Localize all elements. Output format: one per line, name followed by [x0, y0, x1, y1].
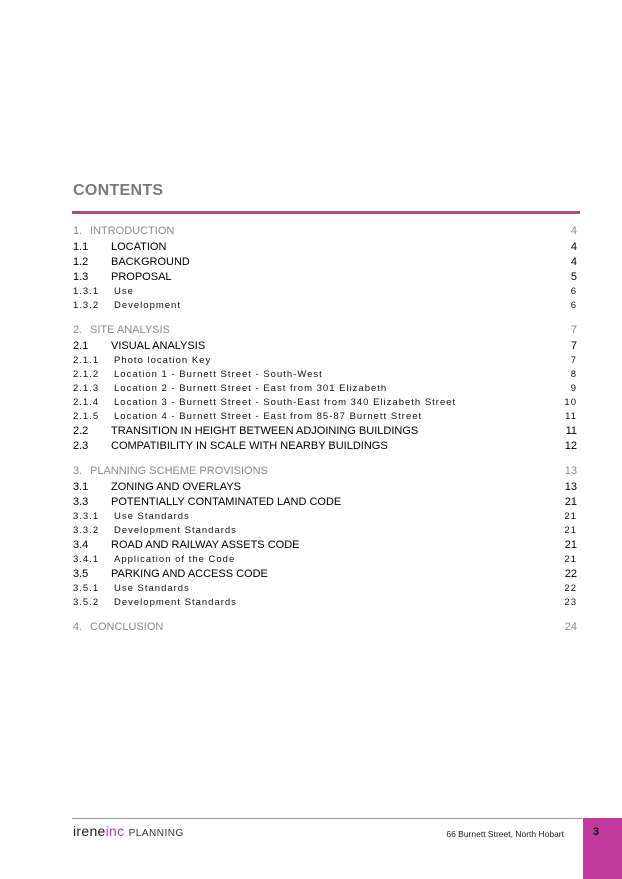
- toc-entry: [73, 440, 577, 455]
- toc-entry-num: 2.1.5: [73, 411, 100, 422]
- toc-entry-label: POTENTIALLY CONTAMINATED LAND CODE: [111, 496, 342, 508]
- toc-entry-page: 21: [564, 554, 577, 565]
- toc-entry-page: 7: [570, 355, 577, 366]
- toc-entry-page: 4: [570, 256, 577, 268]
- toc-entry: [73, 256, 577, 271]
- toc-entry-page: 13: [564, 465, 577, 477]
- toc-entry-num: 1.3.1: [73, 286, 100, 297]
- toc-entry-label: Location 4 - Burnett Street - East from 85-87 Burnett Street: [114, 411, 423, 422]
- toc-entry: [73, 300, 577, 314]
- toc-entry-label: Use: [114, 286, 134, 297]
- title-rule: [72, 211, 580, 214]
- toc-entry-page: 21: [564, 525, 577, 536]
- toc-entry-page: 7: [570, 340, 577, 352]
- toc-entry-label: INTRODUCTION: [90, 225, 175, 237]
- toc-entry-page: 12: [564, 440, 577, 452]
- brand-inc: inc: [105, 823, 125, 839]
- toc-entry-page: 4: [570, 241, 577, 253]
- toc-entry-num: 1.3: [73, 271, 89, 283]
- toc-entry-page: 21: [564, 511, 577, 522]
- toc-entry-page: 6: [570, 286, 577, 297]
- toc-entry-num: 4.: [73, 621, 83, 633]
- toc-entry-num: 3.5.2: [73, 597, 100, 608]
- toc-entry-page: 7: [570, 324, 577, 336]
- toc-entry-page: 11: [565, 425, 577, 437]
- toc-entry-page: 21: [564, 539, 577, 551]
- toc-entry: [73, 568, 577, 583]
- toc-entry-label: ZONING AND OVERLAYS: [111, 481, 241, 493]
- toc-entry: [73, 525, 577, 539]
- toc-entry-label: ROAD AND RAILWAY ASSETS CODE: [111, 539, 300, 551]
- toc-entry-page: 13: [564, 481, 577, 493]
- toc-entry: [73, 597, 577, 611]
- toc-entry-num: 3.5: [73, 568, 89, 580]
- toc-entry-label: CONCLUSION: [90, 621, 164, 633]
- toc-entry-label: COMPATIBILITY IN SCALE WITH NEARBY BUILDINGS: [111, 440, 388, 452]
- toc-entry-page: 21: [564, 496, 577, 508]
- brand-logo: [73, 823, 184, 839]
- toc-entry-num: 3.3.2: [73, 525, 100, 536]
- toc-entry-label: PROPOSAL: [111, 271, 172, 283]
- toc-entry-page: 23: [564, 597, 577, 608]
- toc-entry-num: 3.1: [73, 481, 89, 493]
- toc-entry: [73, 465, 577, 481]
- toc-entry: [73, 481, 577, 496]
- toc-entry-page: 5: [570, 271, 577, 283]
- toc-entry-num: 2.3: [73, 440, 89, 452]
- toc-entry-page: 11: [565, 411, 577, 422]
- page-number: 3: [592, 826, 600, 838]
- toc-entry-label: Use Standards: [114, 511, 190, 522]
- table-of-contents: [73, 225, 577, 637]
- toc-entry-page: 9: [570, 383, 577, 394]
- toc-entry-label: TRANSITION IN HEIGHT BETWEEN ADJOINING BUILDINGS: [111, 425, 419, 437]
- toc-entry-num: 2.1.4: [73, 397, 100, 408]
- toc-entry-page: 22: [564, 583, 577, 594]
- toc-entry-label: Development Standards: [114, 597, 237, 608]
- toc-entry-page: 6: [570, 300, 577, 311]
- toc-entry-num: 2.1.1: [73, 355, 100, 366]
- toc-entry: [73, 369, 577, 383]
- toc-entry: [73, 286, 577, 300]
- toc-entry-label: Application of the Code: [114, 554, 236, 565]
- toc-entry-num: 1.: [73, 225, 83, 237]
- toc-entry-label: Development: [114, 300, 181, 311]
- toc-entry-num: 2.: [73, 324, 83, 336]
- toc-entry-label: Location 1 - Burnett Street - South-West: [114, 369, 323, 380]
- toc-entry-label: Photo location Key: [114, 355, 212, 366]
- toc-entry-label: Use Standards: [114, 583, 190, 594]
- toc-entry-label: PLANNING SCHEME PROVISIONS: [90, 465, 268, 477]
- toc-entry-num: 1.3.2: [73, 300, 100, 311]
- toc-entry-num: 2.1.3: [73, 383, 100, 394]
- toc-entry: [73, 621, 577, 637]
- toc-entry-label: Location 3 - Burnett Street - South-East from 340 Elizabeth Street: [114, 397, 457, 408]
- toc-entry-num: 3.3: [73, 496, 89, 508]
- toc-entry-num: 3.: [73, 465, 83, 477]
- toc-entry: [73, 225, 577, 241]
- toc-entry: [73, 271, 577, 286]
- toc-entry: [73, 324, 577, 340]
- toc-entry: [73, 511, 577, 525]
- toc-entry: [73, 340, 577, 355]
- toc-entry: [73, 539, 577, 554]
- toc-entry-page: 4: [570, 225, 577, 237]
- toc-entry: [73, 496, 577, 511]
- toc-entry-num: 3.5.1: [73, 583, 100, 594]
- toc-entry-label: VISUAL ANALYSIS: [111, 340, 206, 352]
- toc-entry: [73, 583, 577, 597]
- toc-entry: [73, 554, 577, 568]
- brand-irene: irene: [73, 823, 106, 839]
- brand-planning: PLANNING: [128, 828, 184, 839]
- toc-entry-label: BACKGROUND: [111, 256, 190, 268]
- toc-entry: [73, 241, 577, 256]
- toc-entry: [73, 383, 577, 397]
- toc-entry-num: 1.1: [73, 241, 89, 253]
- page-title: CONTENTS: [73, 182, 164, 199]
- toc-entry: [73, 411, 577, 425]
- toc-entry-page: 24: [564, 621, 577, 633]
- toc-entry-page: 8: [570, 369, 577, 380]
- toc-entry: [73, 355, 577, 369]
- toc-entry-page: 10: [564, 397, 577, 408]
- toc-entry: [73, 397, 577, 411]
- toc-entry-num: 2.2: [73, 425, 89, 437]
- toc-entry-label: SITE ANALYSIS: [90, 324, 170, 336]
- footer-divider: [72, 818, 582, 819]
- toc-entry-label: Location 2 - Burnett Street - East from 301 Elizabeth: [114, 383, 388, 394]
- footer-address: 66 Burnett Street, North Hobart: [446, 829, 564, 839]
- toc-entry-num: 1.2: [73, 256, 89, 268]
- toc-entry-label: PARKING AND ACCESS CODE: [111, 568, 268, 580]
- toc-entry-page: 22: [564, 568, 577, 580]
- toc-entry-num: 3.3.1: [73, 511, 100, 522]
- toc-entry-num: 2.1: [73, 340, 89, 352]
- toc-entry-label: Development Standards: [114, 525, 237, 536]
- toc-entry-label: LOCATION: [111, 241, 167, 253]
- toc-entry-num: 2.1.2: [73, 369, 100, 380]
- toc-entry-num: 3.4: [73, 539, 89, 551]
- toc-entry-num: 3.4.1: [73, 554, 100, 565]
- toc-entry: [73, 425, 577, 440]
